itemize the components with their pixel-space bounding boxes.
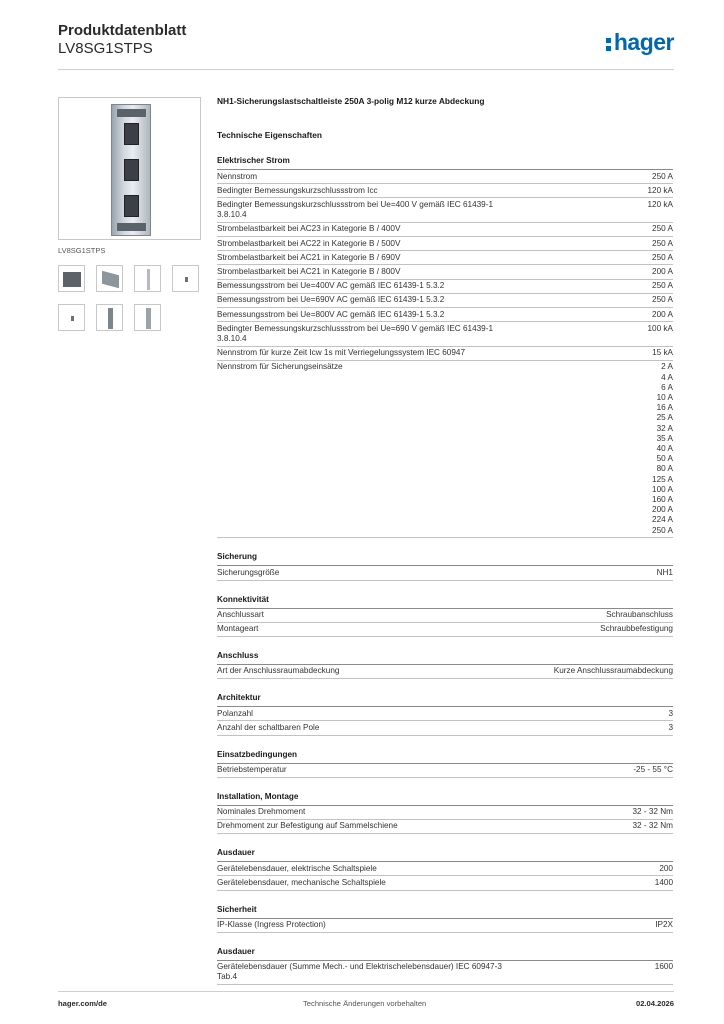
section-heading: Technische Eigenschaften [217, 130, 323, 140]
thumbnail-3[interactable] [134, 265, 161, 292]
spec-value: 50 A [656, 454, 673, 464]
spec-group [217, 847, 673, 890]
spec-row [217, 170, 673, 184]
spec-value: 100 A [652, 484, 673, 494]
spec-value: 250 A [652, 171, 673, 181]
spec-label: Bemessungsstrom bei Ue=800V AC gemäß IEC 61439-1 5.3.2 [217, 309, 445, 319]
spec-label: Gerätelebensdauer, mechanische Schaltspiele [217, 877, 386, 887]
spec-value: 32 A [656, 423, 673, 433]
product-code: LV8SG1STPS [58, 40, 153, 57]
spec-row [217, 609, 673, 623]
spec-group [217, 692, 673, 735]
spec-row [217, 184, 673, 198]
product-image-column [58, 97, 201, 331]
spec-label: Sicherungsgröße [217, 567, 280, 577]
spec-row [217, 223, 673, 237]
specification-column [217, 95, 673, 985]
spec-group [217, 650, 673, 679]
spec-label: Montageart [217, 624, 259, 634]
spec-value: 250 A [652, 525, 673, 535]
thumbnail-6[interactable] [96, 304, 123, 331]
footer-date: 02.04.2026 [635, 999, 674, 1008]
spec-group [217, 551, 673, 580]
spec-value: 3 [668, 708, 673, 718]
spec-row [217, 237, 673, 251]
spec-label: Bedingter Bemessungskurzschlussstrom bei Ue=400 V gemäß IEC 61439-1 3.8.10.4 [217, 199, 494, 220]
spec-value: 4 A [661, 372, 673, 382]
spec-value: 250 A [652, 281, 673, 291]
spec-group-title: Ausdauer [217, 847, 673, 862]
thumbnail-5[interactable] [58, 304, 85, 331]
spec-row [217, 566, 673, 580]
spec-value: 25 A [656, 413, 673, 423]
spec-row [217, 265, 673, 279]
spec-value: 35 A [656, 433, 673, 443]
spec-value: 3 [668, 722, 673, 732]
spec-label: Nominales Drehmoment [217, 807, 306, 817]
spec-value: 224 A [652, 515, 673, 525]
spec-label: Nennstrom für kurze Zeit Icw 1s mit Verriegelungssystem IEC 60947 [217, 348, 465, 358]
spec-label: Bemessungsstrom bei Ue=690V AC gemäß IEC 61439-1 5.3.2 [217, 295, 445, 305]
spec-group [217, 904, 673, 933]
spec-row [217, 361, 673, 538]
spec-row [217, 961, 673, 985]
thumbnail-4[interactable] [172, 265, 199, 292]
spec-row [217, 806, 673, 820]
spec-label: Bedingter Bemessungskurzschlussstrom Icc [217, 185, 378, 195]
spec-value: 250 A [652, 238, 673, 248]
spec-groups [217, 155, 673, 985]
spec-label: Gerätelebensdauer (Summe Mech.- und Elektrischelebensdauer) IEC 60947-3 Tab.4 [217, 962, 502, 982]
thumbnail-gallery [58, 265, 201, 331]
spec-value: 10 A [656, 392, 673, 402]
spec-value: 6 A [661, 382, 673, 392]
spec-value: 160 A [652, 494, 673, 504]
spec-value: 80 A [656, 464, 673, 474]
logo-text: hager [613, 29, 674, 55]
spec-label: Polanzahl [217, 708, 253, 718]
spec-value: NH1 [656, 567, 673, 577]
spec-label: Anschlussart [217, 610, 264, 619]
spec-group [217, 946, 673, 985]
logo-colon-icon [606, 34, 612, 50]
spec-value: 120 kA [647, 185, 673, 195]
thumbnail-1[interactable] [58, 265, 85, 292]
spec-label: Art der Anschlussraumabdeckung [217, 666, 340, 676]
spec-value: 1400 [654, 877, 673, 887]
thumbnail-2[interactable] [96, 265, 123, 292]
spec-value: 200 A [652, 309, 673, 319]
spec-label: Strombelastbarkeit bei AC23 in Kategorie B / 400V [217, 224, 401, 234]
spec-value: Kurze Anschlussraumabdeckung [553, 666, 673, 676]
spec-label: Strombelastbarkeit bei AC21 in Kategorie B / 690V [217, 252, 401, 262]
spec-row [217, 623, 673, 637]
spec-row [217, 322, 673, 346]
spec-value: 200 A [652, 266, 673, 276]
spec-value-list [652, 362, 673, 535]
thumbnail-7[interactable] [134, 304, 161, 331]
footer-note: Technische Änderungen vorbehalten [303, 999, 427, 1008]
spec-row [217, 876, 673, 890]
spec-group-title: Ausdauer [217, 946, 673, 961]
spec-row [217, 862, 673, 876]
spec-value: Schraubanschluss [606, 610, 673, 619]
spec-row [217, 764, 673, 778]
spec-group [217, 791, 673, 834]
spec-label: Anzahl der schaltbaren Pole [217, 722, 320, 732]
spec-label: Strombelastbarkeit bei AC22 in Kategorie B / 500V [217, 238, 401, 248]
spec-group-title: Konnektivität [217, 594, 673, 609]
spec-value: 250 A [652, 224, 673, 234]
hager-logo [606, 30, 674, 54]
spec-value: 32 - 32 Nm [632, 821, 673, 831]
spec-value: 250 A [652, 295, 673, 305]
spec-row [217, 294, 673, 308]
product-title: NH1-Sicherungslastschaltleiste 250A 3-polig M12 kurze Abdeckung [217, 96, 485, 106]
document-title: Produktdatenblatt [58, 22, 187, 39]
spec-label: Betriebstemperatur [217, 765, 287, 775]
spec-value: Schraubbefestigung [600, 624, 673, 634]
spec-row [217, 665, 673, 679]
spec-label: Nennstrom [217, 171, 258, 181]
spec-value: 120 kA [647, 199, 673, 209]
footer-website-link[interactable]: hager.com/de [58, 999, 107, 1008]
spec-value: 125 A [652, 474, 673, 484]
spec-group [217, 155, 673, 538]
spec-value: 40 A [656, 443, 673, 453]
spec-value: 1600 [654, 962, 673, 972]
spec-row [217, 347, 673, 361]
spec-row [217, 198, 673, 222]
spec-label: Bedingter Bemessungskurzschlussstrom bei Ue=690 V gemäß IEC 61439-1 3.8.10.4 [217, 323, 494, 343]
spec-row [217, 721, 673, 735]
page-header [58, 20, 674, 70]
spec-label: IP-Klasse (Ingress Protection) [217, 920, 326, 930]
spec-value: 200 [659, 863, 673, 873]
spec-group-title: Architektur [217, 692, 673, 707]
fuse-switch-strip-image [111, 104, 151, 236]
spec-label: Nennstrom für Sicherungseinsätze [217, 362, 343, 372]
spec-group [217, 594, 673, 637]
spec-group-title: Sicherung [217, 551, 673, 566]
spec-value: 250 A [652, 252, 673, 262]
spec-label: Drehmoment zur Befestigung auf Sammelschiene [217, 821, 398, 831]
spec-row [217, 707, 673, 721]
page-footer [58, 991, 674, 1013]
spec-group-title: Installation, Montage [217, 791, 673, 806]
spec-row [217, 308, 673, 322]
spec-group-title: Elektrischer Strom [217, 155, 673, 170]
spec-value: 15 kA [652, 348, 673, 358]
spec-row [217, 919, 673, 933]
spec-group-title: Sicherheit [217, 904, 673, 919]
spec-value: 100 kA [647, 323, 673, 333]
spec-group-title: Anschluss [217, 650, 673, 665]
spec-value: 32 - 32 Nm [632, 807, 673, 817]
spec-row [217, 820, 673, 834]
spec-label: Strombelastbarkeit bei AC21 in Kategorie B / 800V [217, 266, 401, 276]
image-caption: LV8SG1STPS [58, 246, 106, 255]
main-product-image[interactable] [58, 97, 201, 240]
spec-group-title: Einsatzbedingungen [217, 749, 673, 764]
spec-row [217, 251, 673, 265]
spec-value: 200 A [652, 505, 673, 515]
spec-value: 2 A [661, 362, 673, 372]
spec-row [217, 280, 673, 294]
spec-group [217, 749, 673, 778]
spec-value: -25 - 55 °C [633, 765, 673, 775]
spec-label: Bemessungsstrom bei Ue=400V AC gemäß IEC 61439-1 5.3.2 [217, 281, 445, 291]
spec-value: 16 A [656, 403, 673, 413]
spec-label: Gerätelebensdauer, elektrische Schaltspiele [217, 863, 377, 873]
spec-value: IP2X [655, 920, 673, 930]
